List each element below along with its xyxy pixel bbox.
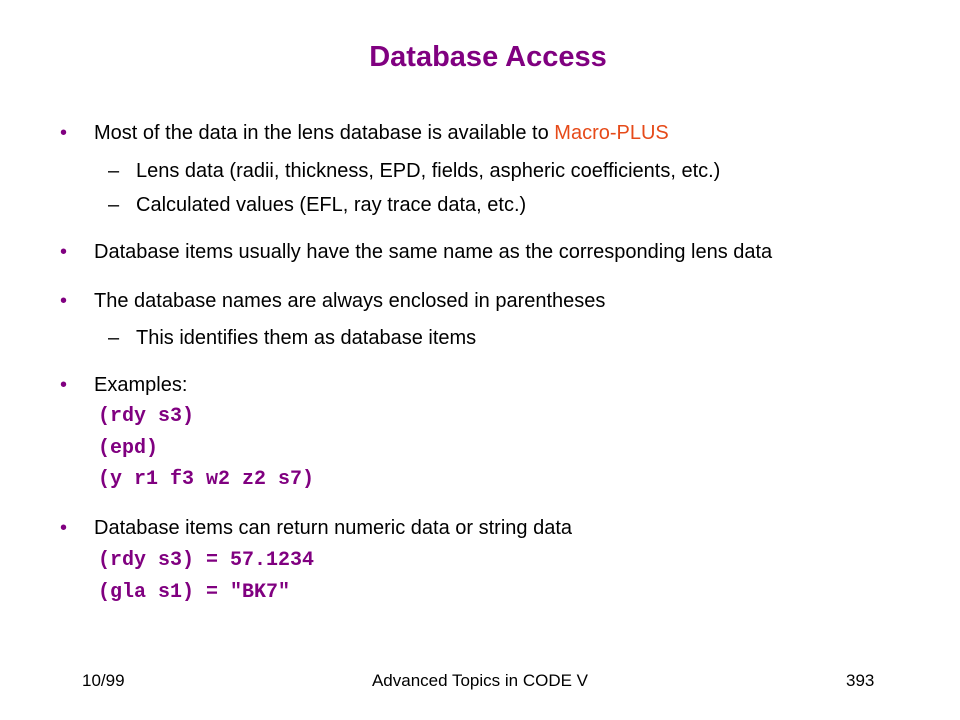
macro-plus-highlight: Macro-PLUS xyxy=(554,122,669,144)
bullet-marker: • xyxy=(60,290,68,312)
dash-marker: – xyxy=(108,194,120,216)
code-example-2: (epd) xyxy=(98,437,159,460)
bullet-text-3: The database names are always enclosed in parentheses xyxy=(94,290,606,312)
footer-course: Advanced Topics in CODE V xyxy=(371,671,589,690)
code-example-3: (y r1 f3 w2 z2 s7) xyxy=(98,468,315,491)
dash-marker: – xyxy=(108,160,120,182)
dash-marker: – xyxy=(108,327,120,349)
subitem-lens-data: Lens data (radii, thickness, EPD, fields, aspheric coefficients, etc.) xyxy=(136,160,721,182)
bullet-text-1 xyxy=(94,121,669,145)
bullet-marker: • xyxy=(60,517,68,539)
subitem-calculated-values: Calculated values (EFL, ray trace data, etc.) xyxy=(136,194,527,216)
subitem-identifies: This identifies them as database items xyxy=(136,327,477,349)
footer-date: 10/99 xyxy=(82,671,125,690)
bullet-marker: • xyxy=(60,374,68,396)
code-example-4: (rdy s3) = 57.1234 xyxy=(98,549,315,572)
footer-page-number: 393 xyxy=(846,671,875,690)
bullet-marker: • xyxy=(60,122,68,144)
code-example-5: (gla s1) = "BK7" xyxy=(98,581,291,604)
slide-title: Database Access xyxy=(369,41,607,73)
bullet-marker: • xyxy=(60,241,68,263)
bullet-text-4: Examples: xyxy=(94,374,188,396)
code-example-1: (rdy s3) xyxy=(98,405,195,428)
bullet-text-5: Database items can return numeric data or string data xyxy=(94,517,573,539)
bullet-text-1-main: Most of the data in the lens database is available to xyxy=(94,122,555,144)
bullet-text-2: Database items usually have the same name as the corresponding lens data xyxy=(94,241,773,263)
